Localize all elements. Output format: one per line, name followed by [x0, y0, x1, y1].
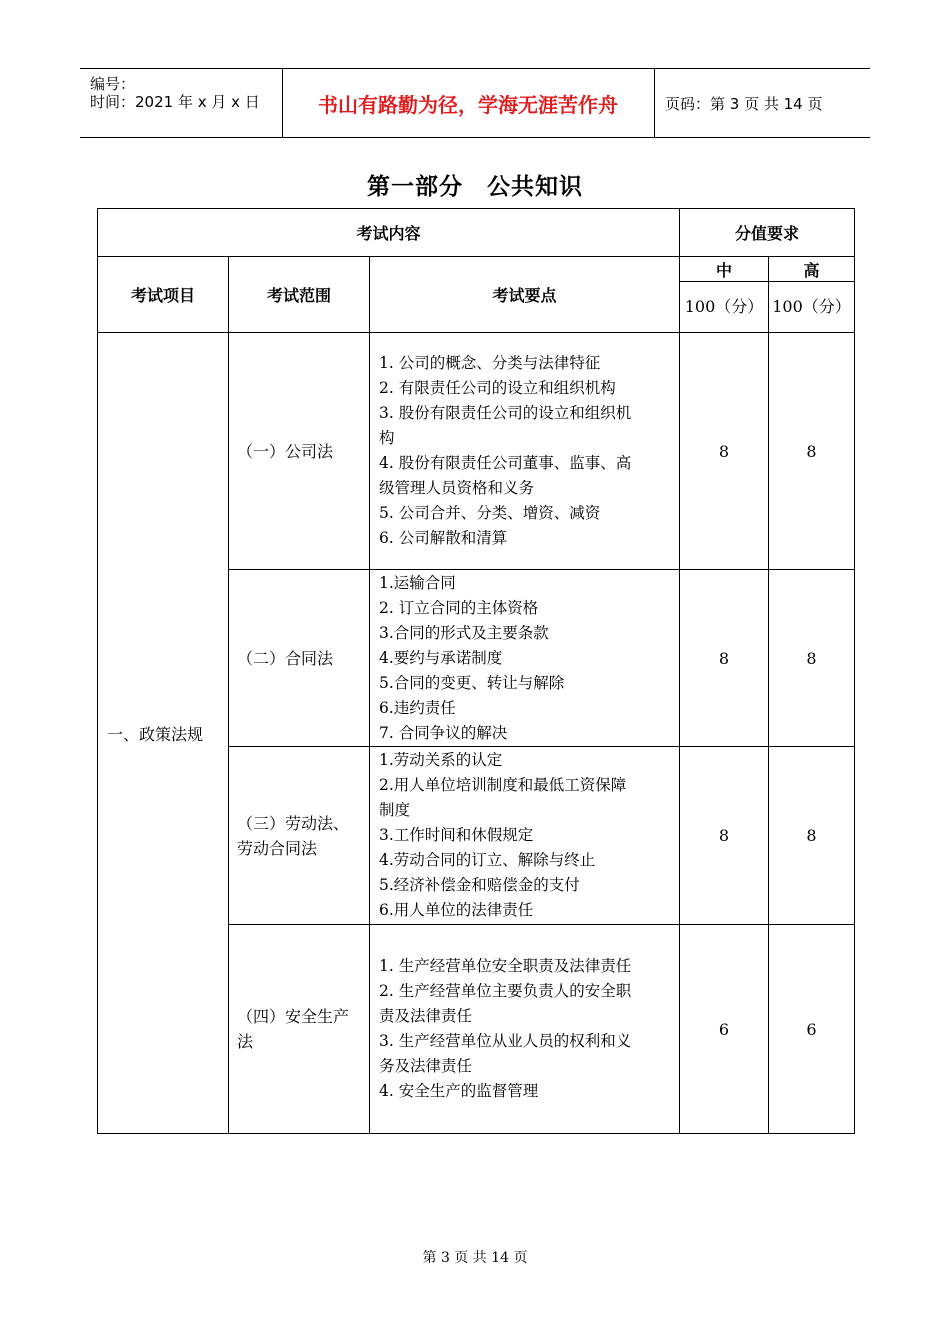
- score-high: 6: [769, 925, 855, 1134]
- point-line: 4.要约与承诺制度: [379, 648, 503, 667]
- header-exam-content: 考试内容: [98, 209, 680, 257]
- point-line: 级管理人员资格和义务: [379, 479, 535, 497]
- mid-total-score: 100（分）: [680, 282, 769, 333]
- header-date-label: 时间：2021 年 x 月 x 日: [90, 93, 260, 111]
- point-line: 6.用人单位的法律责任: [379, 901, 534, 919]
- col-exam-item: 考试项目: [98, 257, 229, 333]
- point-line: 5. 公司合并、分类、增资、减资: [379, 504, 601, 522]
- point-line: 6. 公司解散和清算: [379, 529, 508, 547]
- score-mid: 8: [680, 333, 769, 570]
- point-line: 5.合同的变更、转让与解除: [379, 673, 565, 692]
- score-high: 8: [769, 333, 855, 570]
- score-high: 8: [769, 570, 855, 747]
- points-contract-law: [370, 570, 680, 747]
- page-header: [80, 68, 870, 138]
- header-score-requirement: 分值要求: [680, 209, 855, 257]
- points-labor-law: [370, 747, 680, 925]
- level-mid: 中: [680, 257, 769, 282]
- points-work-safety-law: [370, 925, 680, 1134]
- point-line: 制度: [379, 801, 411, 819]
- exam-content-table: [97, 208, 855, 1134]
- point-line: 2. 生产经营单位主要负责人的安全职: [379, 982, 632, 1000]
- header-page-info: 页码：第 3 页 共 14 页: [665, 94, 823, 113]
- scope-contract-law: （二）合同法: [229, 570, 370, 747]
- point-line: 6.违约责任: [379, 698, 456, 717]
- point-line: 责及法律责任: [379, 1007, 473, 1025]
- header-motto: 书山有路勤为径，学海无涯苦作舟: [318, 92, 618, 117]
- col-exam-scope: 考试范围: [229, 257, 370, 333]
- point-line: 5.经济补偿金和赔偿金的支付: [379, 876, 580, 894]
- points-company-law: [370, 333, 680, 570]
- point-line: 4.劳动合同的订立、解除与终止: [379, 851, 596, 869]
- scope-company-law: （一）公司法: [229, 333, 370, 570]
- score-high: 8: [769, 747, 855, 925]
- point-line: 1.运输合同: [379, 573, 456, 592]
- point-line: 3. 生产经营单位从业人员的权利和义: [379, 1032, 632, 1050]
- section-title: 第一部分 公共知识: [367, 174, 583, 200]
- scope-labor-law: （三）劳动法、劳动合同法: [229, 747, 370, 925]
- point-line: 1. 公司的概念、分类与法律特征: [379, 354, 601, 372]
- point-line: 4. 安全生产的监督管理: [379, 1082, 539, 1100]
- point-line: 2. 有限责任公司的设立和组织机构: [379, 379, 616, 397]
- point-line: 构: [379, 429, 395, 447]
- score-mid: 6: [680, 925, 769, 1134]
- point-line: 2. 订立合同的主体资格: [379, 598, 539, 617]
- point-line: 7. 合同争议的解决: [379, 723, 508, 742]
- header-meta: [80, 69, 282, 137]
- page-footer: 第 3 页 共 14 页: [422, 1250, 528, 1266]
- point-line: 4. 股份有限责任公司董事、监事、高: [379, 454, 632, 472]
- exam-item-policy-law: 一、政策法规: [98, 333, 229, 1134]
- col-exam-points: 考试要点: [370, 257, 680, 333]
- high-total-score: 100（分）: [769, 282, 855, 333]
- score-mid: 8: [680, 570, 769, 747]
- header-id-label: 编号：: [90, 75, 136, 93]
- point-line: 1.劳动关系的认定: [379, 751, 503, 769]
- point-line: 3.合同的形式及主要条款: [379, 623, 549, 642]
- level-high: 高: [769, 257, 855, 282]
- point-line: 3.工作时间和休假规定: [379, 826, 534, 844]
- point-line: 2.用人单位培训制度和最低工资保障: [379, 776, 627, 794]
- score-mid: 8: [680, 747, 769, 925]
- point-line: 务及法律责任: [379, 1057, 473, 1075]
- point-line: 1. 生产经营单位安全职责及法律责任: [379, 957, 632, 975]
- scope-work-safety-law: （四）安全生产法: [229, 925, 370, 1134]
- point-line: 3. 股份有限责任公司的设立和组织机: [379, 404, 632, 422]
